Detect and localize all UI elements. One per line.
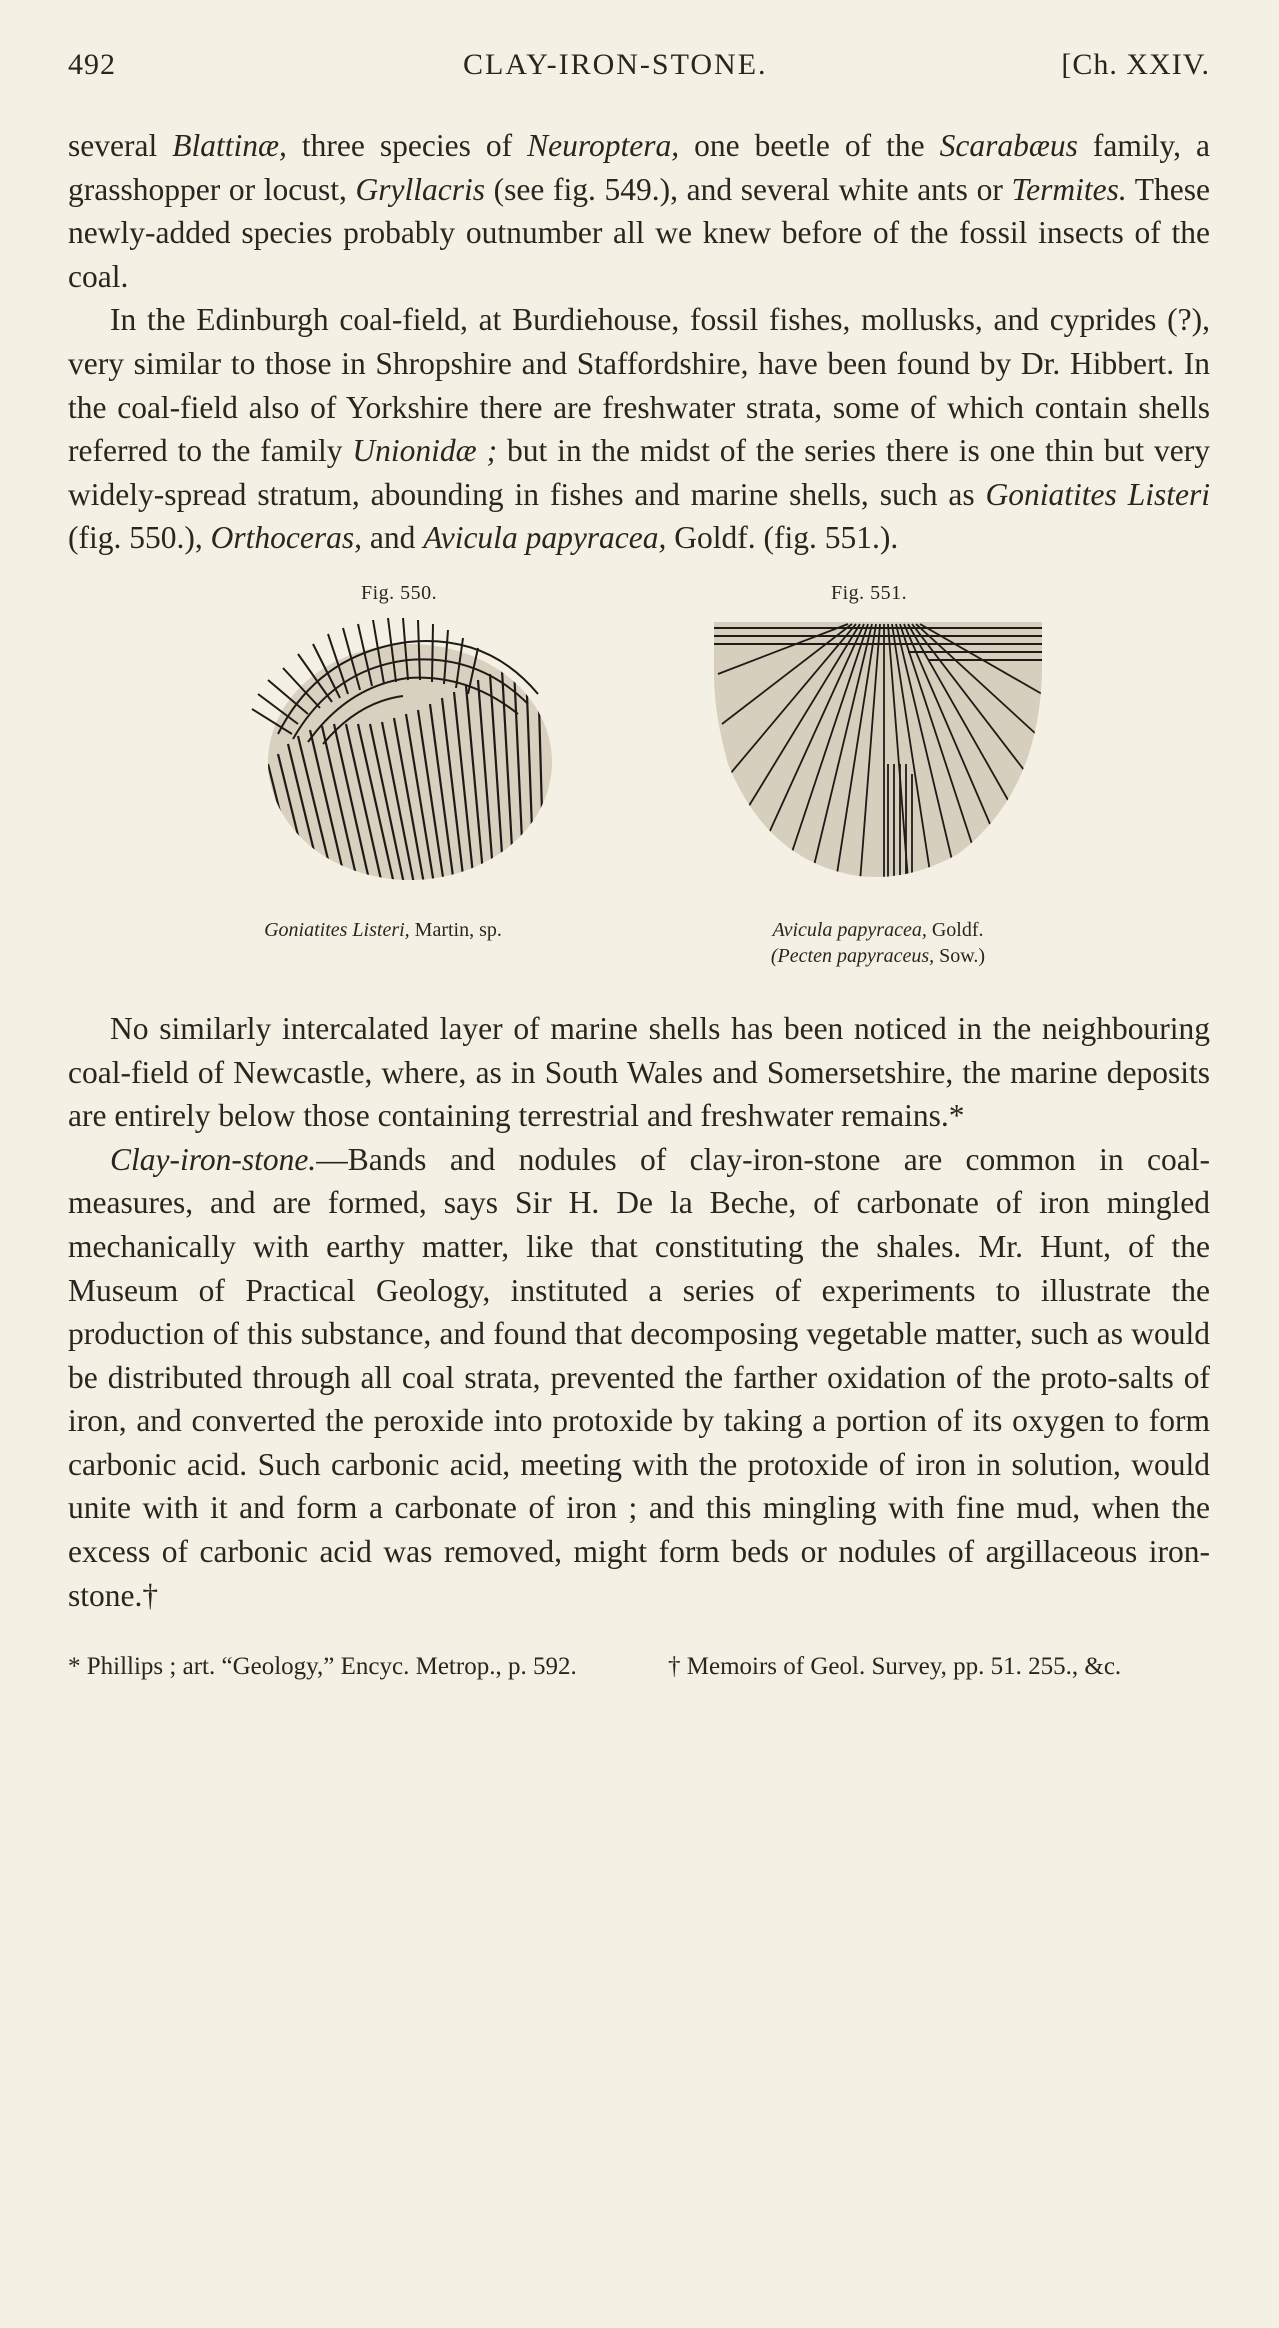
- footnotes: [68, 1651, 1210, 1731]
- page-number: 492: [68, 48, 116, 81]
- book-page: [68, 48, 1210, 1731]
- taxon-name: Goniatites Listeri: [985, 476, 1210, 512]
- body-text-continued: [68, 1007, 1210, 1617]
- chapter-reference: [Ch. XXIV.: [1061, 48, 1210, 81]
- taxon-name: Orthoceras,: [210, 520, 362, 556]
- section-heading: Clay-iron-stone.: [110, 1141, 317, 1177]
- taxon-name: Avicula papyracea,: [423, 520, 667, 556]
- taxon-name: Scarabæus: [939, 128, 1078, 163]
- paragraph-newcastle: No similarly intercalated layer of marine shells has been noticed in the neighbouring coal-field of Newcastle, where, as in South Wales and Somersetshire, the marine deposits are entirely below those containing terrestrial and freshwater remains.*: [68, 1010, 1210, 1134]
- paragraph-insects: several Blattinæ, three species of Neuroptera, one beetle of the Scarabæus family, a grasshopper or locust, Gryllacris (see fig. 549.), and several white ants or Termites. These newly-added species probably outnumber all we knew before of the fossil insects of the coal.: [68, 128, 1210, 294]
- footnote-memoirs: † Memoirs of Geol. Survey, pp. 51. 255., &c.: [668, 1653, 1122, 1681]
- taxon-name: Neuroptera,: [527, 128, 680, 163]
- figures-block: [68, 582, 1210, 1007]
- paragraph-clay-iron-stone: Clay-iron-stone.—Bands and nodules of clay-iron-stone are common in coal-measures, and are formed, says Sir H. De la Beche, of carbonate of iron mingled mechanically with earthy matter, like that constituting the shales. Mr. Hunt, of the Museum of Practical Geology, instituted a series of experiments to illustrate the production of this substance, and found that decomposing vegetable matter, such as would be distributed through all coal strata, prevented the farther oxidation of the proto-salts of iron, and converted the peroxide into protoxide by taking a portion of its oxygen to form carbonic acid. Such carbonic acid, meeting with the protoxide of iron in solution, would unite with it and form a carbonate of iron ; and this mingling with fine mud, when the excess of carbonic acid was removed, might form beds or nodules of argillaceous iron-stone.†: [68, 1141, 1210, 1613]
- fig-550-label: Fig. 550.: [361, 581, 438, 604]
- paragraph-edinburgh: In the Edinburgh coal-field, at Burdiehouse, fossil fishes, mollusks, and cyprides (?), very similar to those in Shropshire and Staffordshire, have been found by Dr. Hibbert. In the coal-field also of Yorkshire there are freshwater strata, some of which contain shells referred to the family Unionidæ ; but in the midst of the series there is one thin but very widely-spread stratum, abounding in fishes and marine shells, such as Goniatites Listeri (fig. 550.), Orthoceras, and Avicula papyracea, Goldf. (fig. 551.).: [68, 302, 1210, 556]
- goniatites-shell-illustration: [238, 614, 558, 884]
- taxon-name: Unionidæ ;: [352, 433, 498, 469]
- taxon-name: Blattinæ,: [172, 128, 287, 163]
- fig-551-caption: Avicula papyracea, Goldf. (Pecten papyraceus, Sow.): [770, 918, 986, 967]
- running-header: [68, 48, 1210, 88]
- body-text: [68, 124, 1210, 560]
- fig-550-caption: Goniatites Listeri, Martin, sp.: [264, 918, 502, 941]
- avicula-shell-illustration: [708, 614, 1048, 884]
- fig-551-label: Fig. 551.: [831, 581, 908, 604]
- footnote-phillips: * Phillips ; art. “Geology,” Encyc. Metrop., p. 592.: [68, 1653, 577, 1681]
- taxon-name: Gryllacris: [355, 171, 485, 207]
- running-title: CLAY-IRON-STONE.: [463, 48, 768, 81]
- taxon-name: Termites.: [1011, 171, 1127, 207]
